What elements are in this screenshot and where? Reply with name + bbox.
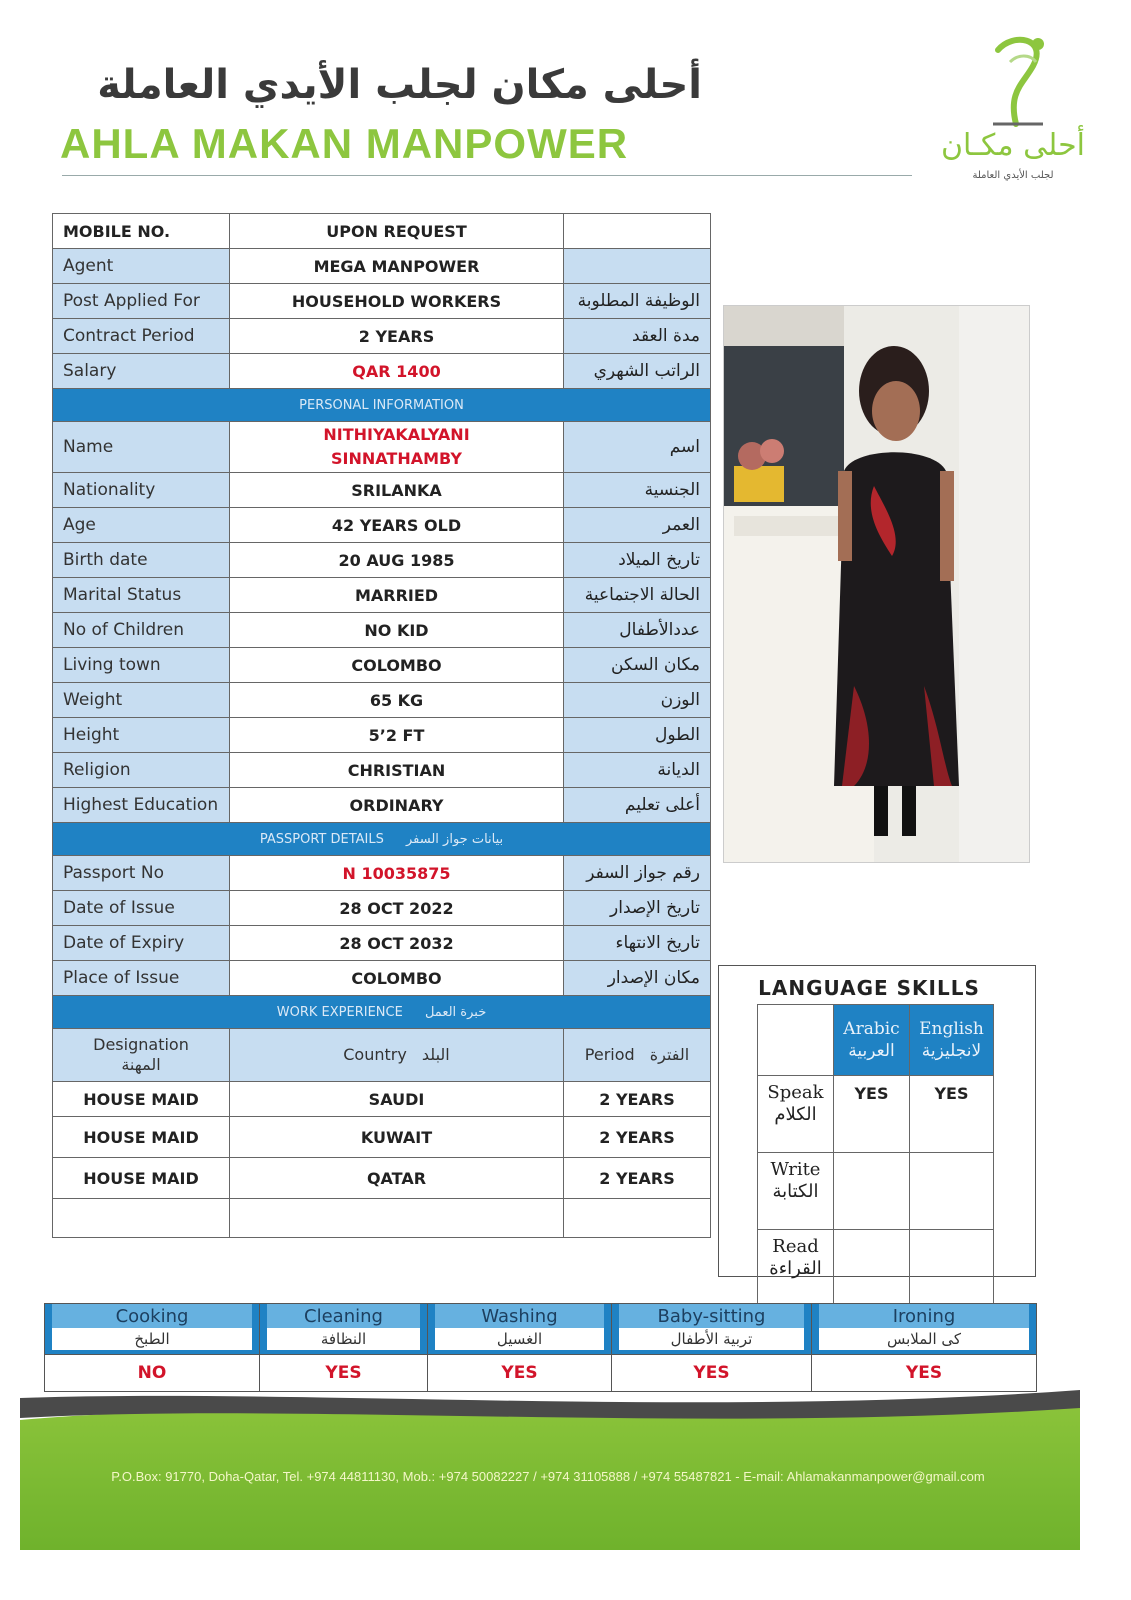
ironing-header <box>812 1304 1037 1355</box>
nationality-label-ar: الجنسية <box>564 473 711 508</box>
marital-label-ar: الحالة الاجتماعية <box>564 578 711 613</box>
table-row <box>53 961 711 996</box>
age-label: Age <box>53 508 230 543</box>
agent-row <box>53 249 711 284</box>
cooking-header <box>45 1304 260 1355</box>
speak-label <box>758 1076 834 1153</box>
ironing-value: YES <box>812 1355 1037 1392</box>
name-row <box>53 422 711 473</box>
table-row <box>53 683 711 718</box>
designation-header-ar: المهنة <box>121 1055 161 1074</box>
work-country: KUWAIT <box>230 1117 564 1158</box>
height-label: Height <box>53 718 230 753</box>
table-row <box>53 613 711 648</box>
arabic-header-en: Arabic <box>843 1019 900 1039</box>
table-row <box>53 1158 711 1199</box>
table-row <box>53 753 711 788</box>
applicant-photo <box>723 305 1030 863</box>
read-row <box>758 1230 994 1307</box>
expiry-date-label-ar: تاريخ الانتهاء <box>564 926 711 961</box>
table-row <box>53 1199 711 1238</box>
post-label: Post Applied For <box>53 284 230 319</box>
designation-header <box>53 1029 230 1082</box>
footer-contact-info: P.O.Box: 91770, Doha-Qatar, Tel. +974 44811130, Mob.: +974 50082227 / +974 31105888 / +974 55487821 - E-mail: Ahlamakanmanpower@gmail.com <box>111 1469 985 1484</box>
weight-label: Weight <box>53 683 230 718</box>
english-header-ar: لانجليزية <box>921 1041 982 1061</box>
name-label-ar: اسم <box>564 422 711 473</box>
work-section-title-ar: خبرة العمل <box>424 1004 487 1020</box>
cooking-value: NO <box>45 1355 260 1392</box>
age-label-ar: العمر <box>564 508 711 543</box>
agent-label: Agent <box>53 249 230 284</box>
table-row <box>53 473 711 508</box>
post-value: HOUSEHOLD WORKERS <box>230 284 564 319</box>
passport-section-title: PASSPORT DETAILS <box>259 831 384 847</box>
salary-label-ar: الراتب الشهري <box>564 354 711 389</box>
town-label-ar: مكان السكن <box>564 648 711 683</box>
washing-header-ar: الغسيل <box>435 1328 604 1350</box>
cooking-header-ar: الطبخ <box>52 1328 252 1350</box>
table-row <box>53 1082 711 1117</box>
education-value: ORDINARY <box>230 788 564 823</box>
mobile-row <box>53 214 711 249</box>
company-logo <box>938 32 1088 182</box>
read-label-en: Read <box>772 1236 819 1257</box>
ironing-header-ar: کی الملابس <box>819 1328 1029 1350</box>
work-designation: HOUSE MAID <box>53 1117 230 1158</box>
speak-english-value: YES <box>910 1076 994 1153</box>
birthdate-label: Birth date <box>53 543 230 578</box>
passport-section-header <box>53 823 711 856</box>
washing-header <box>428 1304 612 1355</box>
passport-section-title-ar: بيانات جواز السفر <box>406 831 504 847</box>
town-label: Living town <box>53 648 230 683</box>
salary-label: Salary <box>53 354 230 389</box>
education-label-ar: أعلى تعليم <box>564 788 711 823</box>
passport-no-value: N 10035875 <box>230 856 564 891</box>
language-skills-title: LANGUAGE SKILLS <box>758 976 980 1000</box>
figure-logo-icon <box>938 32 1088 132</box>
table-row <box>53 1117 711 1158</box>
write-row <box>758 1153 994 1230</box>
read-label <box>758 1230 834 1307</box>
religion-label-ar: الديانة <box>564 753 711 788</box>
issue-date-label: Date of Issue <box>53 891 230 926</box>
babysitting-header-en: Baby-sitting <box>619 1304 804 1328</box>
babysitting-header <box>612 1304 812 1355</box>
education-label: Highest Education <box>53 788 230 823</box>
expiry-date-label: Date of Expiry <box>53 926 230 961</box>
language-header-row <box>758 1005 994 1076</box>
post-row <box>53 284 711 319</box>
work-section <box>53 996 711 1029</box>
language-skills-box <box>718 965 1036 1277</box>
skills-header-row <box>45 1304 1037 1355</box>
personal-section-header <box>53 389 711 422</box>
table-row <box>53 543 711 578</box>
table-row <box>53 926 711 961</box>
marital-value: MARRIED <box>230 578 564 613</box>
applicant-info-table <box>52 213 711 1238</box>
contract-label: Contract Period <box>53 319 230 354</box>
contract-row <box>53 319 711 354</box>
birthdate-label-ar: تاريخ الميلاد <box>564 543 711 578</box>
company-title-arabic: أحلى مكان لجلب الأيدي العاملة <box>97 62 702 108</box>
speak-label-ar: الكلام <box>774 1104 817 1125</box>
write-label-ar: الكتابة <box>772 1181 819 1202</box>
person-photo-icon <box>724 306 1029 862</box>
birthdate-value: 20 AUG 1985 <box>230 543 564 578</box>
work-period: 2 YEARS <box>564 1158 711 1199</box>
age-value: 42 YEARS OLD <box>230 508 564 543</box>
issue-date-value: 28 OCT 2022 <box>230 891 564 926</box>
read-label-ar: القراءة <box>769 1258 822 1279</box>
passport-no-label: Passport No <box>53 856 230 891</box>
period-header-en: Period <box>584 1045 635 1064</box>
post-label-ar: الوظيفة المطلوبة <box>564 284 711 319</box>
issue-place-value: COLOMBO <box>230 961 564 996</box>
table-row <box>53 891 711 926</box>
work-designation: HOUSE MAID <box>53 1082 230 1117</box>
language-skills-table <box>757 1004 994 1307</box>
name-label: Name <box>53 422 230 473</box>
table-row <box>53 578 711 613</box>
salary-row <box>53 354 711 389</box>
cleaning-header-en: Cleaning <box>267 1304 420 1328</box>
weight-label-ar: الوزن <box>564 683 711 718</box>
designation-header-en: Designation <box>93 1035 189 1054</box>
table-row <box>53 856 711 891</box>
work-designation: HOUSE MAID <box>53 1158 230 1199</box>
cleaning-header <box>260 1304 428 1355</box>
arabic-header <box>834 1005 910 1076</box>
agent-value: MEGA MANPOWER <box>230 249 564 284</box>
english-header <box>910 1005 994 1076</box>
period-header-ar: الفترة <box>649 1045 690 1064</box>
babysitting-header-ar: تربية الأطفال <box>619 1328 804 1350</box>
company-title-english: AHLA MAKAN MANPOWER <box>60 120 629 167</box>
speak-row <box>758 1076 994 1153</box>
write-label-en: Write <box>770 1159 821 1180</box>
issue-place-label: Place of Issue <box>53 961 230 996</box>
issue-date-label-ar: تاريخ الإصدار <box>564 891 711 926</box>
contract-value: 2 YEARS <box>230 319 564 354</box>
cooking-header-en: Cooking <box>52 1304 252 1328</box>
nationality-value: SRILANKA <box>230 473 564 508</box>
header-divider <box>62 175 912 176</box>
height-label-ar: الطول <box>564 718 711 753</box>
table-row <box>53 648 711 683</box>
table-row <box>53 788 711 823</box>
personal-section-title: PERSONAL INFORMATION <box>53 389 711 422</box>
work-country: SAUDI <box>230 1082 564 1117</box>
expiry-date-value: 28 OCT 2032 <box>230 926 564 961</box>
work-section-header <box>53 996 711 1029</box>
passport-no-label-ar: رقم جواز السفر <box>564 856 711 891</box>
country-header <box>230 1029 564 1082</box>
household-skills-table <box>44 1303 1037 1392</box>
children-value: NO KID <box>230 613 564 648</box>
children-label: No of Children <box>53 613 230 648</box>
babysitting-value: YES <box>612 1355 812 1392</box>
work-section-title: WORK EXPERIENCE <box>276 1004 403 1020</box>
write-label <box>758 1153 834 1230</box>
table-row <box>53 718 711 753</box>
mobile-label: MOBILE NO. <box>53 214 230 249</box>
issue-place-label-ar: مكان الإصدار <box>564 961 711 996</box>
arabic-header-ar: العربية <box>848 1041 895 1061</box>
speak-arabic-value: YES <box>834 1076 910 1153</box>
weight-value: 65 KG <box>230 683 564 718</box>
cleaning-value: YES <box>260 1355 428 1392</box>
washing-header-en: Washing <box>435 1304 604 1328</box>
logo-arabic-text: أحلى مكـان <box>941 128 1085 163</box>
children-label-ar: عددالأطفال <box>564 613 711 648</box>
work-country: QATAR <box>230 1158 564 1199</box>
skills-value-row <box>45 1355 1037 1392</box>
work-period: 2 YEARS <box>564 1117 711 1158</box>
agent-label-ar <box>564 249 711 284</box>
passport-section <box>53 823 711 856</box>
nationality-label: Nationality <box>53 473 230 508</box>
table-row <box>53 508 711 543</box>
height-value: 5’2 FT <box>230 718 564 753</box>
work-column-headers <box>53 1029 711 1082</box>
country-header-ar: البلد <box>421 1045 450 1064</box>
work-period: 2 YEARS <box>564 1082 711 1117</box>
mobile-value: UPON REQUEST <box>230 214 564 249</box>
country-header-en: Country <box>343 1045 407 1064</box>
ironing-header-en: Ironing <box>819 1304 1029 1328</box>
contract-label-ar: مدة العقد <box>564 319 711 354</box>
washing-value: YES <box>428 1355 612 1392</box>
religion-value: CHRISTIAN <box>230 753 564 788</box>
speak-label-en: Speak <box>767 1082 824 1103</box>
name-value <box>230 422 564 473</box>
english-header-en: English <box>919 1019 984 1039</box>
logo-arabic-subtext: لجلب الأيدي العاملة <box>972 170 1054 181</box>
religion-label: Religion <box>53 753 230 788</box>
town-value: COLOMBO <box>230 648 564 683</box>
name-line1: NITHIYAKALYANI <box>323 425 470 444</box>
salary-value: QAR 1400 <box>230 354 564 389</box>
name-line2: SINNATHAMBY <box>331 449 462 468</box>
cleaning-header-ar: النظافة <box>267 1328 420 1350</box>
marital-label: Marital Status <box>53 578 230 613</box>
period-header <box>564 1029 711 1082</box>
